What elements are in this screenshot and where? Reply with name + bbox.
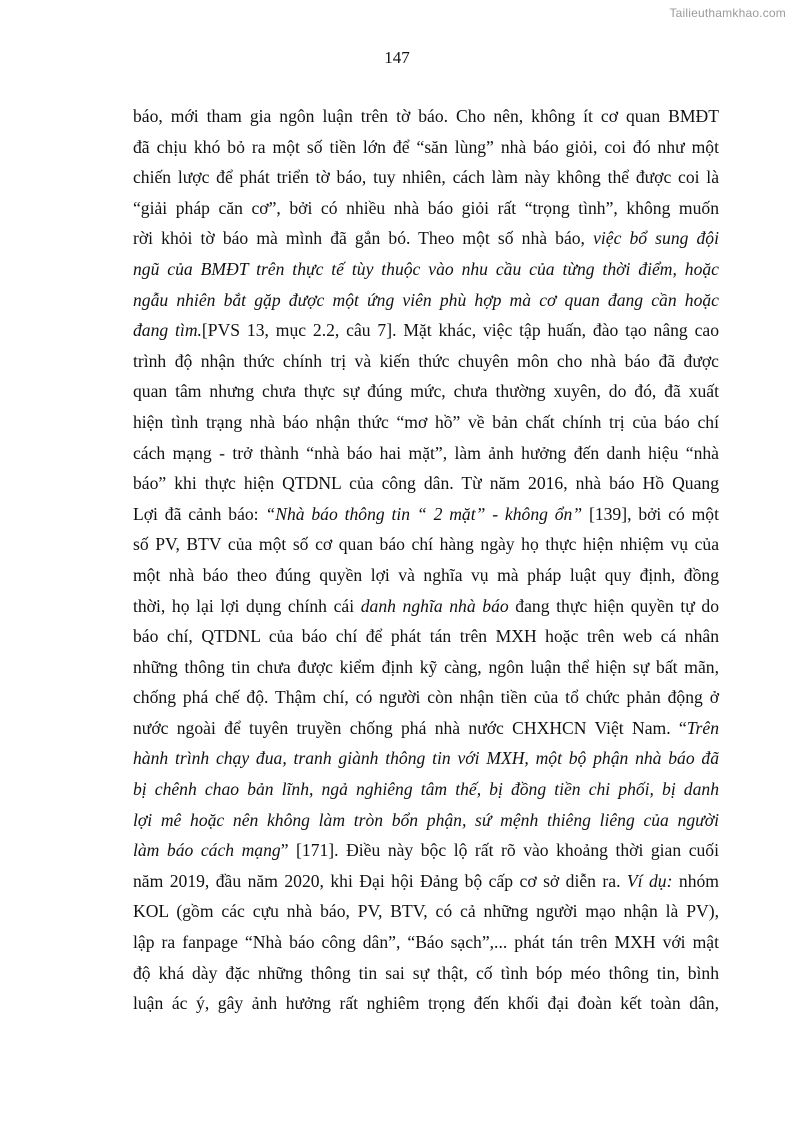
text-segment: cách mạng - trở thành “nhà báo hai mặt”, làm ảnh hưởng đến danh hiệu “nhà [133,442,719,463]
text-segment: ” [171]. Điều này bộc lộ rất rõ vào khoảng thời gian cuối [280,840,719,861]
italic-text: việc bổ sung đội [593,228,719,249]
text-line [133,866,719,897]
text-line [133,254,719,285]
text-line [133,743,719,774]
italic-text: Ví dụ: [626,870,673,891]
text-line [133,805,719,836]
text-segment: [PVS 13, mục 2.2, câu 7]. Mặt khác, việc tập huấn, đào tạo nâng cao [201,320,719,341]
text-line [133,927,719,958]
text-segment: năm 2019, đầu năm 2020, khi Đại hội Đảng bộ cấp cơ sở diễn ra. [133,870,627,891]
text-line [133,560,719,591]
italic-text: bị chênh chao bản lĩnh, ngả nghiêng tâm thế, bị đồng tiền chi phối, bị danh [133,779,719,800]
text-segment: chiến lược để phát triển tờ báo, tuy nhiên, cách làm này không thể được coi là [133,167,719,188]
text-segment: “giải pháp căn cơ”, bởi có nhiều nhà báo giỏi rất “trọng tình”, không muốn [133,197,719,218]
text-segment: trình độ nhận thức chính trị và kiến thức chuyên môn cho nhà báo đã được [133,350,719,371]
text-segment: hiện tình trạng nhà báo nhận thức “mơ hồ” về bản chất chính trị của báo chí [133,411,719,432]
page-number: 147 [384,48,410,67]
text-line [133,499,719,530]
italic-text: làm báo cách mạng [133,840,281,861]
text-segment: báo, mới tham gia ngôn luận trên tờ báo. Cho nên, không ít cơ quan BMĐT [133,106,719,126]
text-segment: rời khỏi tờ báo mà mình đã gắn bó. Theo một số nhà báo, [133,228,594,249]
text-segment: báo” khi thực hiện QTDNL của công dân. Từ năm 2016, nhà báo Hồ Quang [133,473,719,494]
text-segment: thời, họ lại lợi dụng chính cái [133,595,361,616]
text-line [133,285,719,316]
text-line [133,774,719,805]
text-segment: [139], bởi có một [582,503,719,524]
text-segment: đang thực hiện quyền tự do [508,595,719,616]
text-line [133,346,719,377]
text-segment: đã chịu khó bỏ ra một số tiền lớn để “săn lùng” nhà báo giỏi, coi đó như một [133,136,719,157]
italic-text: hành trình chạy đua, tranh giành thông tin với MXH, một bộ phận nhà báo đã [133,748,719,769]
italic-text: ngũ của BMĐT trên thực tế tùy thuộc vào nhu cầu của từng thời điểm, hoặc [133,258,719,279]
text-segment: những thông tin chưa được kiểm định kỹ càng, ngôn luận thể hiện sự bất mãn, [133,656,719,677]
text-line [133,101,719,132]
text-line [133,223,719,254]
text-line [133,438,719,469]
text-segment: số PV, BTV của một số cơ quan báo chí hàng ngày họ thực hiện nhiệm vụ của [133,534,719,555]
text-line [133,162,719,193]
italic-text: “Nhà báo thông tin “ 2 mặt” - không ổn” [265,503,583,524]
text-line [133,529,719,560]
text-segment: Lợi đã cảnh báo: [133,503,266,524]
italic-text: lợi mê hoặc nên không làm tròn bổn phận, sứ mệnh thiêng liêng của người [133,809,719,830]
text-line [133,193,719,224]
text-line [133,132,719,163]
italic-text: đang tìm. [133,320,202,341]
italic-text: ngẫu nhiên bắt gặp được một ứng viên phù hợp mà cơ quan đang cần hoặc [133,289,719,310]
text-segment: chống phá chế độ. Thậm chí, có người còn nhận tiền của tổ chức phản động ở [133,687,719,708]
text-line [133,682,719,713]
italic-text: Trên [686,717,719,738]
text-line [133,652,719,683]
text-segment: độ khá dày đặc những thông tin sai sự thật, cố tình bóp méo thông tin, bình [133,962,719,983]
text-segment: quan tâm nhưng chưa thực sự đúng mức, chưa thường xuyên, do đó, đã xuất [133,381,719,402]
body-text [133,101,719,1019]
text-line [133,958,719,989]
text-segment: nhóm [672,870,719,891]
text-line [133,988,719,1019]
text-line [133,407,719,438]
text-line [133,896,719,927]
text-line [133,376,719,407]
text-segment: báo chí, QTDNL của báo chí để phát tán trên MXH hoặc trên web cá nhân [133,626,719,647]
italic-text: danh nghĩa nhà báo [360,595,509,616]
text-segment: KOL (gồm các cựu nhà báo, PV, BTV, có cả những người mạo nhận là PV), [133,901,719,922]
text-segment: nước ngoài để tuyên truyền chống phá nhà nước CHXHCN Việt Nam. “ [133,717,687,738]
text-line [133,621,719,652]
text-line [133,315,719,346]
text-line [133,591,719,622]
text-segment: luận ác ý, gây ảnh hưởng rất nghiêm trọng đến khối đại đoàn kết toàn dân, [133,993,719,1014]
text-segment: lập ra fanpage “Nhà báo công dân”, “Báo sạch”,... phát tán trên MXH với mật [133,932,719,953]
text-line [133,468,719,499]
text-line [133,713,719,744]
watermark: Tailieuthamkhao.com [669,6,786,20]
text-segment: một nhà báo theo đúng quyền lợi và nghĩa vụ mà pháp luật quy định, đồng [133,564,719,585]
text-line [133,835,719,866]
